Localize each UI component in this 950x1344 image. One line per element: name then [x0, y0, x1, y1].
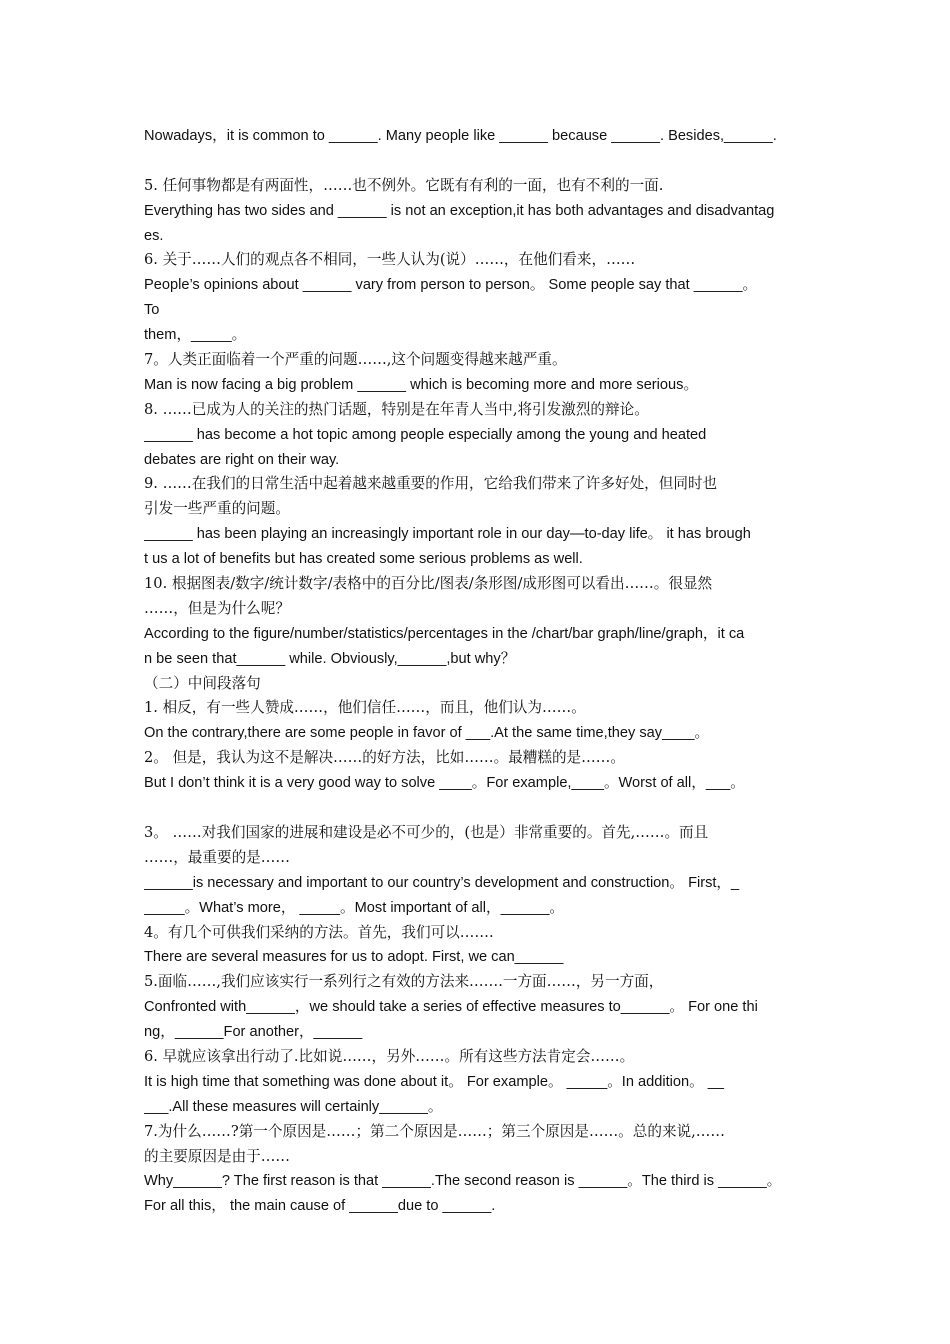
text-line-27: But I don’t think it is a very good way to solve ____。For example,____。Worst of all，___。: [144, 775, 745, 792]
text-line-36: Confronted with______，we should take a series of effective measures to______。 For one thi: [144, 999, 758, 1016]
text-line-35: 5.面临……,我们应该实行一系列行之有效的方法来…….一方面……，另一方面，: [144, 973, 664, 991]
text-line-18: t us a lot of benefits but has created some serious problems as well.: [144, 551, 583, 568]
text-line-7: People’s opinions about ______ vary from person to person。 Some people say that ______。: [144, 277, 758, 294]
text-line-26: 2。 但是，我认为这不是解决……的好方法，比如……。最糟糕的是……。: [144, 749, 625, 767]
blank-line: [144, 149, 808, 174]
text-line-33: 4。有几个可供我们采纳的方法。首先，我们可以…….: [144, 923, 494, 941]
text-line-3: 5. 任何事物都是有两面性，……也不例外。它既有有利的一面，也有不利的一面.: [144, 176, 664, 194]
text-line-21: According to the figure/number/statistics/percentages in the /chart/bar graph/line/graph，it ca: [144, 625, 745, 642]
text-line-37: ng，______For another，______: [144, 1024, 363, 1041]
section-heading: （二）中间段落句: [144, 675, 261, 692]
text-line-4: Everything has two sides and ______ is not an exception,it has both advantages and disadvantag: [144, 202, 775, 219]
text-line-15: 9. ……在我们的日常生活中起着越来越重要的作用，它给我们带来了许多好处，但同时也: [144, 475, 718, 493]
text-line-19: 10. 根据图表/数字/统计数字/表格中的百分比/图表/条形图/成形图可以看出……。很显然: [144, 575, 713, 593]
blank-line: [144, 796, 808, 821]
text-line-17: ______ has been playing an increasingly important role in our day—to-day life。 it has brough: [144, 526, 751, 543]
text-line-14: debates are right on their way.: [144, 451, 340, 468]
text-line-25: On the contrary,there are some people in favor of ___.At the same time,they say____。: [144, 725, 710, 742]
text-line-31: ______is necessary and important to our country’s development and construction。 First，_: [144, 874, 740, 891]
text-line-22: n be seen that______ while. Obviously,______,but why？: [144, 650, 516, 667]
text-line-39: It is high time that something was done about it。 For example。 _____。In addition。 __: [144, 1073, 725, 1090]
text-line-43: Why______? The first reason is that ______.The second reason is ______。The third is ______。: [144, 1173, 782, 1190]
text-line-44: For all this， the main cause of ______due to ______.: [144, 1198, 496, 1215]
text-line-12: 8. ……已成为人的关注的热门话题，特别是在年青人当中,将引发激烈的辩论。: [144, 400, 649, 418]
text-line-11: Man is now facing a big problem ______ which is becoming more and more serious。: [144, 376, 699, 393]
text-line-41: 7.为什么……?第一个原因是……；第二个原因是……；第三个原因是……。总的来说,……: [144, 1122, 725, 1140]
text-line-29: 3。 ……对我们国家的进展和建设是必不可少的，(也是）非常重要的。首先,……。而且: [144, 823, 709, 841]
text-line-9: them，_____。: [144, 327, 247, 344]
text-line-30: ……，最重要的是……: [144, 848, 290, 866]
text-line-34: There are several measures for us to adopt. First, we can______: [144, 949, 564, 966]
text-line-40: ___.All these measures will certainly______。: [144, 1098, 443, 1115]
text-line-13: ______ has become a hot topic among people especially among the young and heated: [144, 426, 707, 443]
text-line-42: 的主要原因是由于……: [144, 1147, 290, 1165]
text-line-6: 6. 关于……人们的观点各不相同，一些人认为(说）……，在他们看来，……: [144, 251, 636, 269]
text-line-20: ……，但是为什么呢？: [144, 599, 290, 617]
text-line-10: 7。人类正面临着一个严重的问题……,这个问题变得越来越严重。: [144, 351, 567, 369]
text-line-38: 6. 早就应该拿出行动了.比如说……，另外……。所有这些方法肯定会……。: [144, 1047, 635, 1065]
text-line-5: es.: [144, 227, 164, 244]
document-page: [144, 124, 808, 1219]
text-line-1: Nowadays，it is common to ______. Many people like ______ because ______. Besides,______.: [144, 128, 777, 144]
text-line-16: 引发一些严重的问题。: [144, 500, 290, 518]
text-line-24: 1. 相反，有一些人赞成……，他们信任……，而且，他们认为……。: [144, 699, 586, 717]
text-line-32: _____。What’s more， _____。Most important of all，______。: [144, 899, 564, 916]
text-line-8: To: [144, 302, 160, 319]
